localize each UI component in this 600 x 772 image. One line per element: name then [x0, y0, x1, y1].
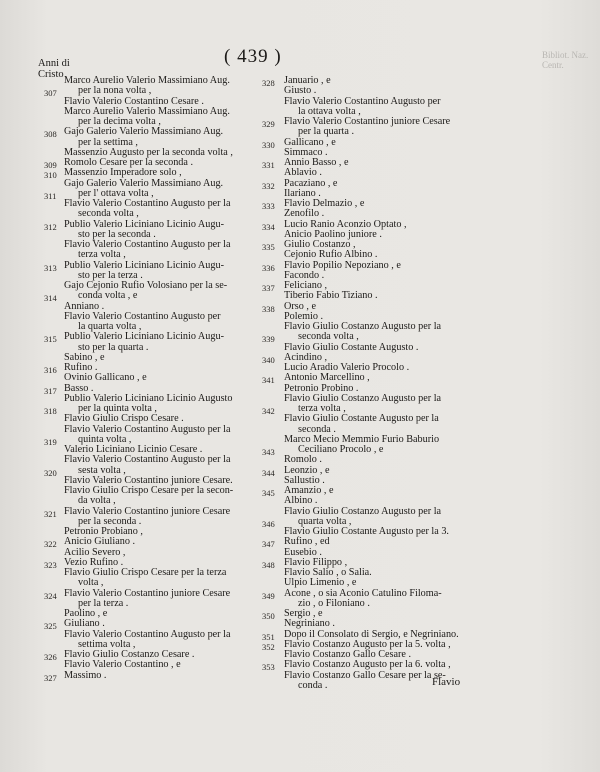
year-number: 344 [262, 467, 275, 478]
consul-line: Basso . [64, 382, 94, 394]
year-number: 353 [262, 662, 275, 673]
year-number: 333 [262, 201, 275, 211]
consul-entry [262, 353, 492, 374]
consul-entry [44, 332, 274, 363]
consul-line: seconda volta , [78, 208, 139, 220]
consul-line: terza volta , [78, 249, 126, 261]
year-number: 310 [44, 170, 57, 181]
consul-entry [262, 589, 492, 610]
consul-line: per la seconda . [78, 515, 142, 527]
consul-entry [44, 384, 274, 405]
consul-line: Flavio Valerio Costantino juniore Cesare [64, 587, 231, 599]
year-number: 325 [44, 621, 57, 632]
consul-line: Flavio Giulio Costanzo Augusto per la [284, 505, 442, 517]
consul-entry [44, 507, 274, 538]
year-number: 337 [262, 283, 275, 293]
consul-line: Flavio Giulio Costanzo Augusto per la [284, 392, 442, 404]
consul-line: Massenzio Augusto per la seconda volta , [64, 146, 233, 158]
consul-entry [262, 76, 492, 117]
consul-line: seconda volta , [298, 331, 359, 343]
year-number: 318 [44, 406, 57, 416]
consul-line: conda volta , e [78, 290, 138, 302]
consul-line: Tiberio Fabio Tiziano . [284, 290, 378, 302]
consul-line: Valerio Liciniano Licinio Cesare . [64, 444, 203, 455]
consul-line: Flavio Valerio Costantino , e [64, 659, 181, 671]
consul-line: Marco Aurelio Valerio Massimiano Aug. [64, 75, 230, 86]
year-number: 322 [44, 539, 57, 550]
consul-line: Negriniano . [284, 618, 335, 630]
year-number: 308 [44, 129, 57, 140]
consul-line: Antonio Marcellino , [284, 372, 370, 384]
consul-line: sesta volta , [78, 464, 126, 476]
consul-line: Flavio Valerio Costantino Cesare . [64, 95, 204, 107]
consul-line: Sergio , e [284, 608, 323, 619]
catchword: Flavio [432, 676, 461, 688]
consul-line: sto per la seconda . [78, 228, 156, 240]
left-column [44, 76, 274, 681]
consul-line: Ablavio . [284, 167, 322, 179]
year-number: 321 [44, 508, 57, 519]
consul-line: Flavio Giulio Crispo Cesare . [64, 413, 184, 425]
library-stamp: Bibliot. Naz. Centr. [542, 50, 589, 70]
consul-line: Ilariano . [284, 187, 321, 199]
consul-entry [44, 671, 274, 681]
consul-line: Zenofilo . [284, 208, 325, 220]
consul-line: Flavio Valerio Costantino juniore Cesare. [64, 474, 233, 486]
year-number: 345 [262, 488, 275, 498]
consul-entry [262, 281, 492, 302]
consul-line: Flavio Giulio Costante Augusto per la 3. [284, 526, 449, 537]
consul-line: sto per la quarta . [78, 341, 149, 353]
consul-line: la quarta volta , [78, 321, 142, 332]
year-number: 347 [262, 539, 275, 550]
year-number: 341 [262, 375, 275, 386]
consul-line: Flavio Valerio Costantino Augusto per la [64, 628, 231, 640]
year-number: 311 [44, 190, 57, 201]
year-number: 317 [44, 385, 57, 396]
consul-line: Romolo Cesare per la seconda . [64, 157, 194, 168]
consul-line: Flavio Delmazio , e [284, 198, 365, 209]
consul-line: Rufino , ed [284, 536, 330, 548]
consul-entry [262, 517, 492, 538]
consul-entry [262, 404, 492, 445]
consul-line: Pacaziano , e [284, 177, 338, 189]
consul-line: terza volta , [298, 403, 346, 414]
consul-line: Publio Valerio Liciniano Licinio Augu- [64, 218, 224, 230]
consul-line: Januario , e [284, 75, 331, 86]
consul-entry [44, 127, 274, 158]
consul-line: Flavio Valerio Costantino Augusto per la [64, 239, 231, 250]
consul-line: Facondo . [284, 269, 325, 281]
consul-line: Lucio Aradio Valerio Procolo . [284, 362, 410, 373]
consul-line: Lucio Ranio Aconzio Optato , [284, 218, 407, 230]
consul-line: Flavio Valerio Costantino Augusto per la [64, 454, 231, 466]
consul-entry [262, 609, 492, 630]
consul-line: Simmaco . [284, 146, 328, 158]
consul-line: quinta volta , [78, 433, 132, 445]
consul-line: Flavio Giulio Costanzo Cesare . [64, 649, 195, 660]
column-header: Anni di Cristo [38, 58, 70, 80]
year-number: 336 [262, 262, 275, 273]
consul-line: Flavio Giulio Costante Augusto per la [284, 413, 439, 425]
year-number: 338 [262, 303, 275, 314]
consul-line: Flavio Valerio Costantino Augusto per la [64, 423, 231, 435]
consul-line: Ovinio Gallicano , e [64, 372, 147, 384]
consul-line: Sallustio . [284, 474, 325, 486]
consul-line: Massenzio Imperadore solo , [64, 167, 182, 179]
year-number: 323 [44, 559, 57, 570]
consul-line: Paolino , e [64, 608, 108, 619]
consul-entry [262, 486, 492, 517]
consul-line: da volta , [78, 495, 116, 507]
year-number: 315 [44, 334, 57, 345]
year-number: 332 [262, 180, 275, 191]
consul-line: Rufino . [64, 362, 98, 373]
consul-entry [44, 363, 274, 384]
consul-line: Romolo . [284, 454, 322, 466]
consul-entry [262, 117, 492, 138]
consul-entry [44, 619, 274, 650]
consul-line: Publio Valerio Liciniano Licinio Augusto [64, 392, 233, 404]
consul-line: Eusebio . [284, 546, 322, 558]
consul-line: Anniano . [64, 300, 105, 312]
year-number: 313 [44, 262, 57, 273]
right-column [262, 76, 492, 691]
consul-line: Amanzio , e [284, 485, 334, 496]
consul-line: la ottava volta , [298, 105, 361, 117]
consul-entry [262, 466, 492, 487]
consul-entry [262, 261, 492, 282]
consul-entry [262, 302, 492, 333]
consul-line: per l' ottava volta , [78, 187, 154, 199]
year-number: 346 [262, 518, 275, 529]
consul-entry [44, 435, 274, 466]
year-number: 352 [262, 641, 275, 652]
consul-line: Petronio Probino . [284, 382, 359, 394]
year-number: 334 [262, 221, 275, 232]
year-number: 348 [262, 559, 275, 570]
consul-line: quarta volta , [298, 515, 352, 527]
consul-entry [262, 179, 492, 200]
consul-line: Vezio Rufino . [64, 556, 124, 568]
consul-entry [44, 589, 274, 620]
consul-line: per la quinta volta , [78, 403, 157, 414]
consul-entry [262, 537, 492, 558]
year-number: 342 [262, 406, 275, 416]
consul-line: Flavio Valerio Costantino juniore Cesare [64, 505, 231, 517]
year-number: 314 [44, 293, 57, 304]
consul-line: zio , o Filoniano . [298, 597, 370, 609]
consul-line: Flavio Giulio Crispo Cesare per la secon- [64, 485, 234, 496]
year-number: 324 [44, 590, 57, 601]
consul-line: Flavio Filippo , [284, 556, 348, 568]
year-number: 319 [44, 436, 57, 447]
consul-entry [262, 138, 492, 159]
consul-entry [262, 445, 492, 466]
consul-entry [44, 291, 274, 332]
consul-line: Orso , e [284, 300, 316, 312]
consul-entry [262, 332, 492, 353]
consul-line: Flavio Valerio Costantino juniore Cesare [284, 116, 451, 127]
consul-line: Flavio Valerio Costantino Augusto per [284, 95, 441, 107]
year-number: 340 [262, 354, 275, 365]
consul-line: Giuliano . [64, 618, 105, 630]
consul-line: Feliciano , [284, 280, 328, 291]
year-number: 349 [262, 590, 275, 601]
consul-entry [44, 189, 274, 220]
consul-line: Flavio Popilio Nepoziano , e [284, 259, 401, 271]
consul-line: Anicio Paolino juniore . [284, 228, 382, 240]
consul-line: Flavio Valerio Costantino Augusto per la [64, 198, 231, 209]
consul-line: Flavio Costanzo Augusto per la 6. volta , [284, 659, 451, 671]
consul-line: Flavio Costanzo Gallo Cesare . [284, 649, 412, 660]
consul-line: Giulio Costanzo , [284, 239, 356, 250]
consul-line: Flavio Costanzo Gallo Cesare per la se- [284, 669, 446, 681]
consul-entry [44, 168, 274, 189]
consul-line: Marco Aurelio Valerio Massimiano Aug. [64, 105, 230, 117]
consul-line: Massimo . [64, 669, 107, 681]
consul-entry [44, 220, 274, 261]
consul-line: Marco Mecio Memmio Furio Baburio [284, 433, 440, 445]
consul-line: Polemio . [284, 310, 324, 322]
consul-line: Flavio Salio , o Salia. [284, 567, 372, 578]
consul-line: Albino . [284, 495, 318, 507]
consul-line: Ceciliano Procolo , e [298, 444, 384, 455]
consul-line: Annio Basso , e [284, 157, 349, 168]
year-number: 339 [262, 334, 275, 345]
consul-line: Publio Valerio Liciniano Licinio Augu- [64, 331, 224, 343]
consul-line: conda . [298, 679, 328, 691]
consul-line: per la quarta . [298, 126, 355, 138]
year-number: 350 [262, 611, 275, 621]
consul-line: Publio Valerio Liciniano Licinio Augu- [64, 259, 224, 271]
year-number: 312 [44, 221, 57, 232]
consul-line: Flavio Costanzo Augusto per la 5. volta , [284, 638, 451, 650]
consul-line: per la nona volta , [78, 85, 152, 97]
consul-line: Flavio Giulio Costanzo Augusto per la [284, 321, 442, 332]
consul-line: Flavio Giulio Costante Augusto . [284, 341, 419, 353]
consul-line: Gajo Galerio Valerio Massimiano Aug. [64, 177, 224, 189]
consul-entry [262, 220, 492, 241]
year-number: 330 [262, 139, 275, 150]
year-number: 343 [262, 447, 275, 457]
consul-entry [262, 373, 492, 404]
year-number: 335 [262, 242, 275, 252]
year-number: 331 [262, 160, 275, 170]
year-number: 320 [44, 467, 57, 478]
consul-line: Gallicano , e [284, 136, 336, 148]
consul-line: Acone , o sia Aconio Catulino Filoma- [284, 587, 442, 599]
consul-line: Ulpio Limenio , e [284, 577, 357, 589]
consul-entry [262, 240, 492, 261]
consul-line: per la decima volta , [78, 116, 161, 127]
consul-entry [262, 558, 492, 589]
consul-line: Cejonio Rufio Albino . [284, 249, 378, 261]
consul-line: Sabino , e [64, 351, 105, 363]
consul-line: per la terza . [78, 597, 129, 609]
consul-line: Gajo Cejonio Rufio Volosiano per la se- [64, 280, 228, 291]
consul-entry [44, 466, 274, 507]
consul-entry [44, 558, 274, 589]
consul-line: per la settima , [78, 136, 138, 148]
consul-line: Petronio Probiano , [64, 526, 143, 537]
year-number: 351 [262, 631, 275, 642]
year-number: 307 [44, 88, 57, 99]
consul-line: Acilio Severo , [64, 546, 126, 558]
consul-entry [44, 650, 274, 671]
consul-entry [44, 537, 274, 558]
year-number: 327 [44, 672, 57, 683]
consul-line: Giusto . [284, 85, 317, 97]
consul-entry [44, 404, 274, 435]
consul-entry [262, 199, 492, 220]
consul-line: Dopo il Consolato di Sergio, e Negriniano. [284, 628, 459, 640]
consul-entry [44, 86, 274, 127]
year-number: 316 [44, 365, 57, 375]
consul-line: Flavio Giulio Crispo Cesare per la terza [64, 567, 227, 578]
consul-line: Anicio Giuliano . [64, 536, 136, 548]
year-number: 329 [262, 119, 275, 129]
consul-entry [262, 158, 492, 179]
consul-line: sto per la terza . [78, 269, 143, 281]
page-number: ( 439 ) [224, 46, 282, 67]
consul-line: Acindino , [284, 351, 328, 363]
consul-line: seconda . [298, 423, 336, 435]
consul-line: Flavio Valerio Costantino Augusto per [64, 310, 221, 322]
consul-entry [44, 261, 274, 292]
consul-entry [262, 640, 492, 661]
consul-line: Leonzio , e [284, 464, 330, 476]
consul-line: Gajo Galerio Valerio Massimiano Aug. [64, 126, 224, 138]
year-number: 326 [44, 652, 57, 662]
year-number: 309 [44, 160, 57, 170]
consul-line: volta , [78, 577, 104, 589]
year-number: 328 [262, 78, 275, 88]
consul-line: settima volta , [78, 638, 136, 650]
